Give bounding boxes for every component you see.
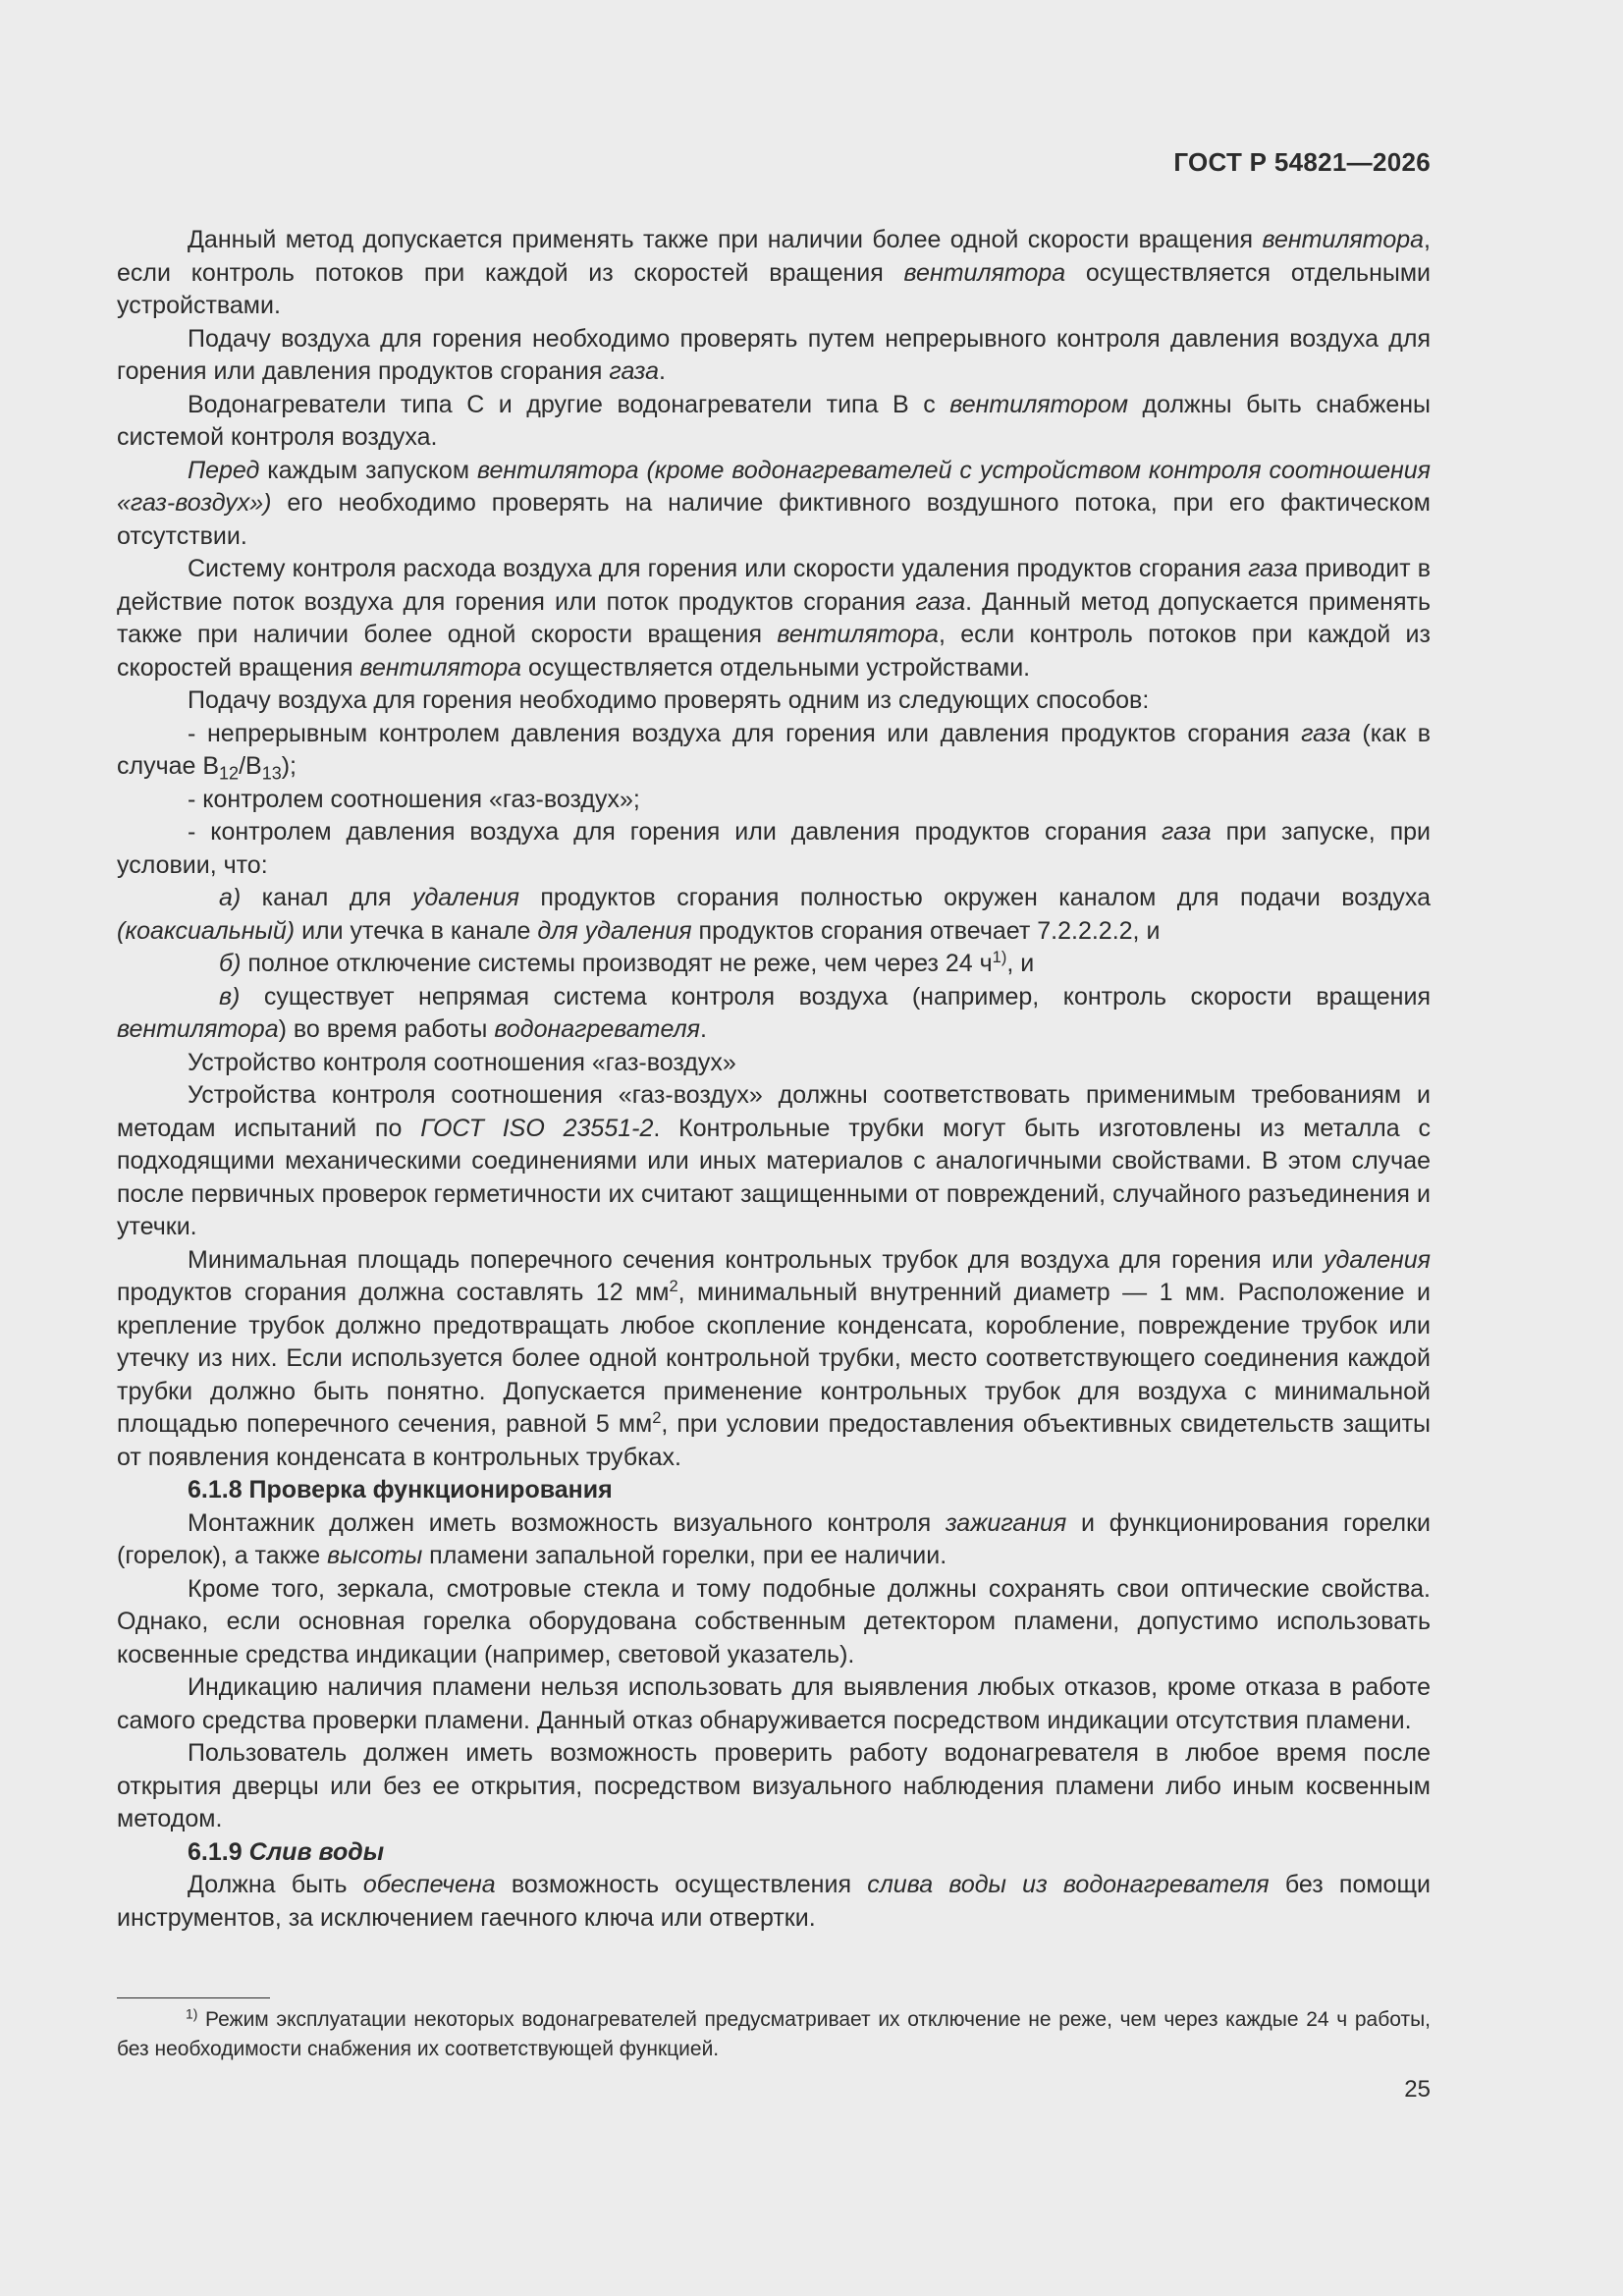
paragraph: в) существует непрямая система контроля воздуха (например, контроль скорости вращения вентилятора) во время работы водонагревателя. xyxy=(117,982,1431,1043)
paragraph: Пользователь должен иметь возможность проверить работу водонагревателя в любое время после открытия дверцы или без ее открытия, посредством визуального наблюдения пламени либо иным косвенным методом. xyxy=(117,1739,1431,1832)
section-heading: 6.1.8 Проверка функционирования xyxy=(188,1476,613,1503)
standard-designation: ГОСТ Р 54821—2026 xyxy=(1173,147,1431,177)
paragraph: Данный метод допускается применять также при наличии более одной скорости вращения вентилятора, если контроль потоков при каждой из скоростей вращения вентилятора осуществляется отдельными устройствами. xyxy=(117,226,1431,319)
paragraph: Устройства контроля соотношения «газ-воздух» должны соответствовать применимым требованиям и методам испытаний по ГОСТ ISO 23551-2. Контрольные трубки могут быть изготовлены из металла с подходящими механическими соединениями или иных материалов с аналогичными свойствами. В этом случае после первичных проверок герметичности их считают защищенными от повреждений, случайного разъединения и утечки. xyxy=(117,1081,1431,1240)
list-item: - контролем соотношения «газ-воздух»; xyxy=(188,785,640,813)
paragraph: Кроме того, зеркала, смотровые стекла и тому подобные должны сохранять свои оптические свойства. Однако, если основная горелка оборудована собственным детектором пламени, допустимо использовать косвенные средства индикации (например, световой указатель). xyxy=(117,1574,1431,1668)
list-item: - непрерывным контролем давления воздуха для горения или давления продуктов сгорания газа (как в случае $В_{12}/В_{13}$); xyxy=(117,719,1432,784)
paragraph: Систему контроля расхода воздуха для горения или скорости удаления продуктов сгорания газа приводит в действие поток воздуха для горения или поток продуктов сгорания газа. Данный метод допускается применять также при наличии более одной скорости вращения вентилятора, если контроль потоков при каждой из скоростей вращения вентилятора осуществляется отдельными устройствами. xyxy=(117,555,1432,682)
list-item: - контролем давления воздуха для горения или давления продуктов сгорания газа при запуске, при условии, что: xyxy=(117,818,1431,879)
paragraph: Минимальная площадь поперечного сечения контрольных трубок для воздуха для горения или удаления продуктов сгорания должна составлять 12 $мм^2$, минимальный внутренний диаметр — 1 мм. Расположение и крепление трубок должно предотвращать любое скопление конденсата, коробление, повреждение трубок или утечку из них. Если используется более одной контрольной трубки, место соответствующего соединения каждой трубки должно быть понятно. Допускается применение контрольных трубок для воздуха с минимальной площадью поперечного сечения, равной 5 $мм^2$, при условии предоставления объективных свидетельств защиты от появления конденсата в контрольных трубках. xyxy=(117,1245,1431,1471)
paragraph: Водонагреватели типа С и другие водонагреватели типа В с вентилятором должны быть снабжены системой контроля воздуха. xyxy=(117,390,1432,451)
body-text xyxy=(117,224,1431,1935)
paragraph: Индикацию наличия пламени нельзя использовать для выявления любых отказов, кроме отказа в работе самого средства проверки пламени. Данный отказ обнаруживается посредством индикации отсутствия пламени. xyxy=(117,1673,1431,1734)
paragraph: Подачу воздуха для горения необходимо проверять одним из следующих способов: xyxy=(188,686,1150,714)
paragraph: Монтажник должен иметь возможность визуального контроля зажигания и функционирования горелки (горелок), а также высоты пламени запальной горелки, при ее наличии. xyxy=(117,1508,1431,1569)
paragraph: Устройство контроля соотношения «газ-воздух» xyxy=(188,1048,736,1076)
paragraph: б) полное отключение системы производят не реже, чем через 24 $ч^{1)}$, и xyxy=(219,948,1035,977)
footnote: $^{1)}$ Режим эксплуатации некоторых водонагревателей предусматривает их отключение не реже, чем через каждые 24 ч работы, без необходимости снабжения их соответствующей функцией. xyxy=(117,2005,1431,2060)
paragraph: а) канал для удаления продуктов сгорания полностью окружен каналом для подачи воздуха (коаксиальный) или утечка в канале для удаления продуктов сгорания отвечает 7.2.2.2.2, и xyxy=(117,884,1431,945)
page-number: 25 xyxy=(1404,2076,1431,2103)
paragraph: Подачу воздуха для горения необходимо проверять путем непрерывного контроля давления воздуха для горения или давления продуктов сгорания газа. xyxy=(117,324,1431,385)
footnote-separator xyxy=(117,1997,270,1998)
section-heading: 6.1.9 Слив воды xyxy=(188,1837,385,1866)
paragraph: Должна быть обеспечена возможность осуществления слива воды из водонагревателя без помощи инструментов, за исключением гаечного ключа или отвертки. xyxy=(117,1871,1431,1932)
paragraph: Перед каждым запуском вентилятора (кроме водонагревателей с устройством контроля соотношения «газ-воздух») его необходимо проверять на наличие фиктивного воздушного потока, при его фактическом отсутствии. xyxy=(117,456,1431,550)
